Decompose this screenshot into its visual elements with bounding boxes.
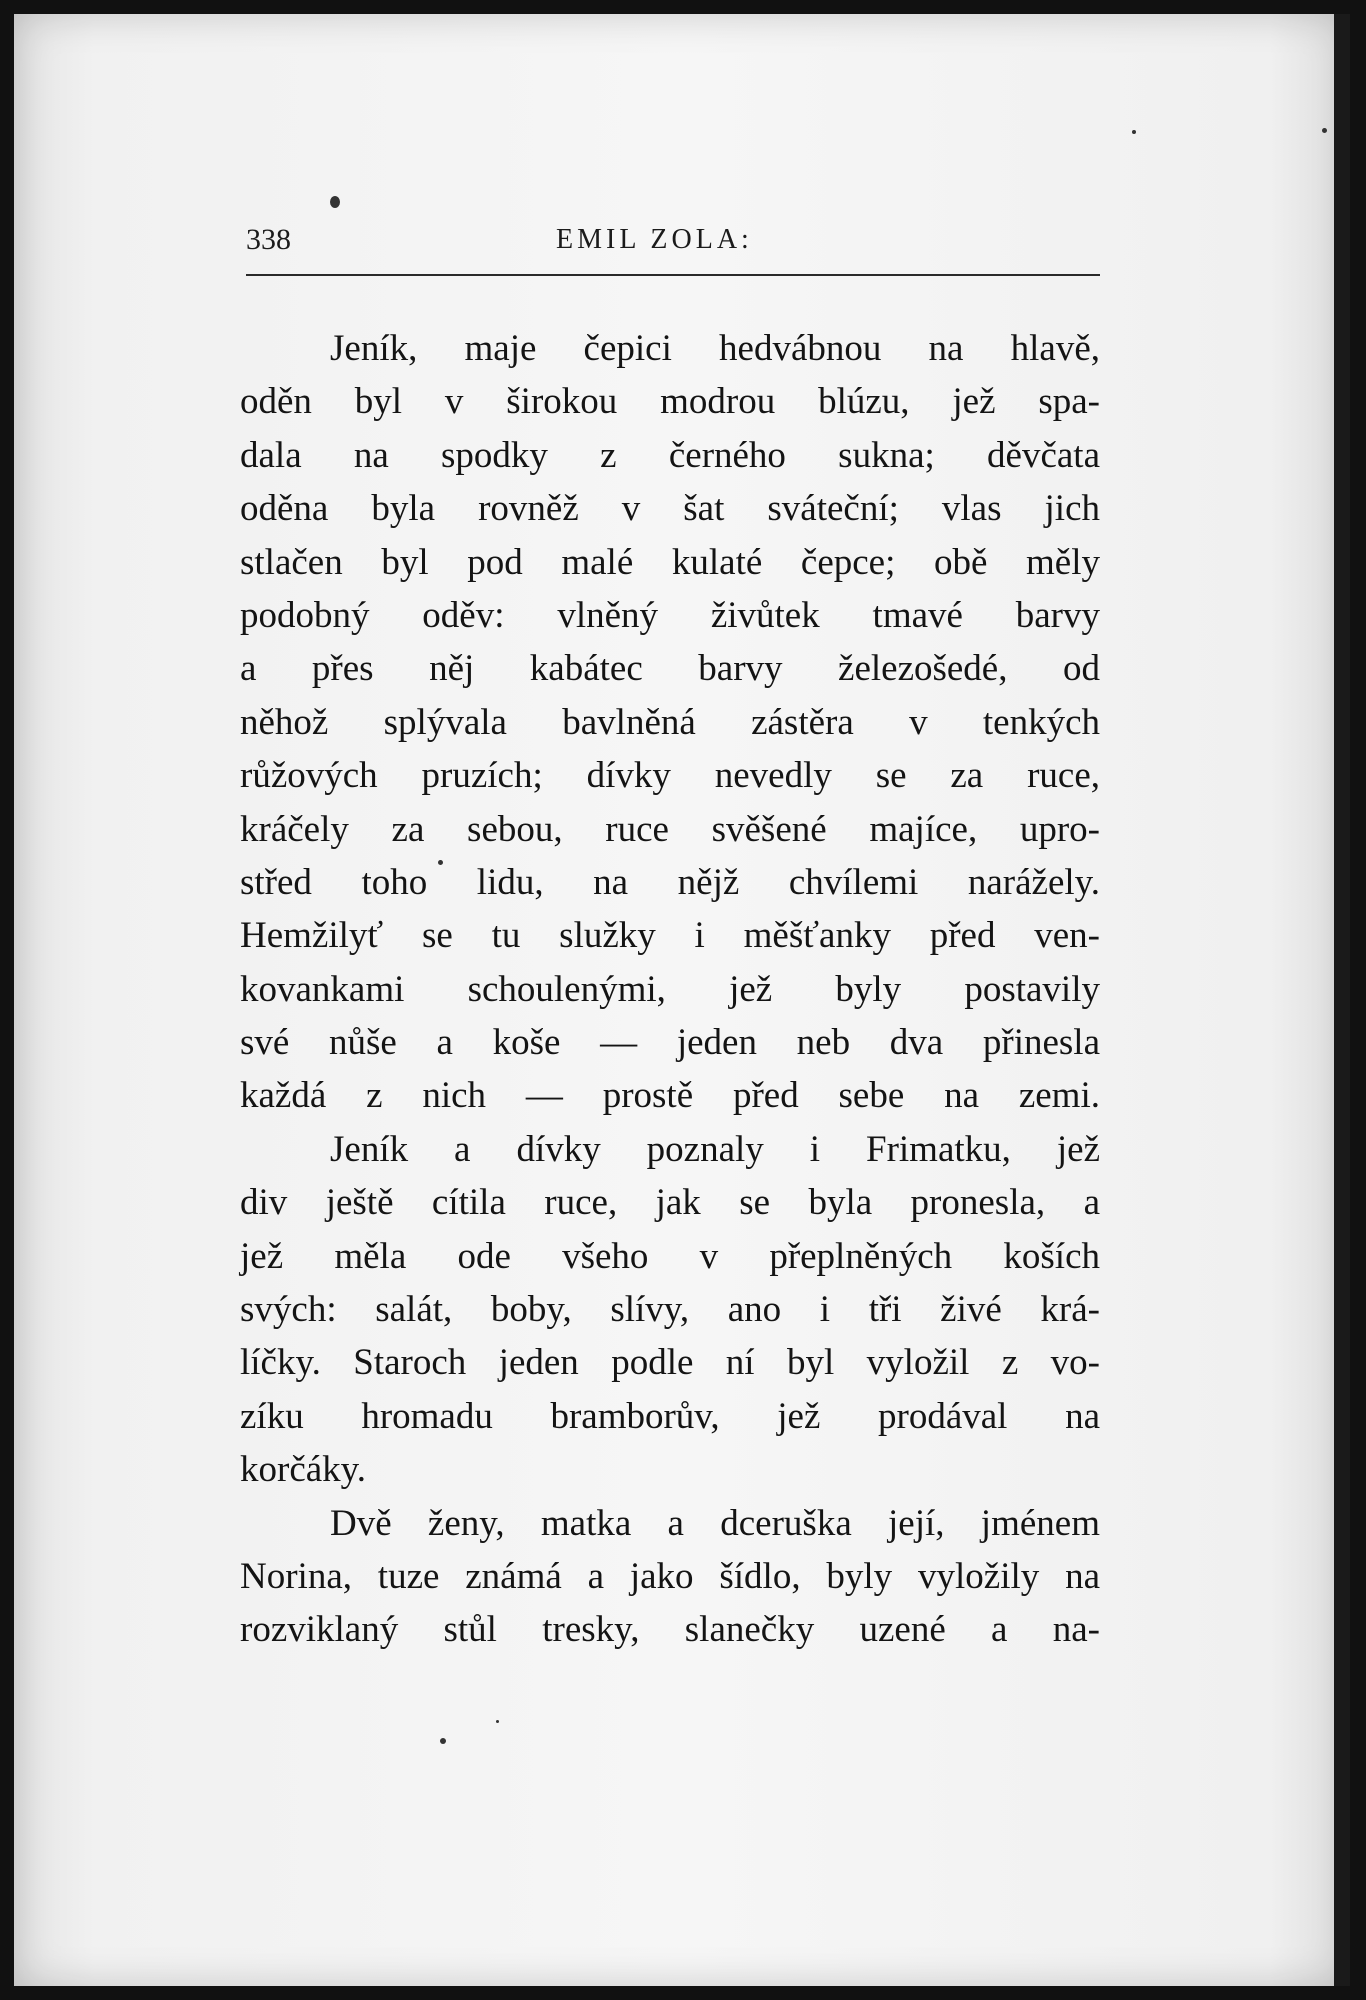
page-edge-shadow [1334, 14, 1350, 1986]
text-line: Jeník, maje čepici hedvábnou na hlavě, [330, 328, 1100, 369]
text-line: kovankami schoulenými, jež byly postavily [240, 968, 1100, 1010]
ink-speck [1322, 128, 1327, 133]
text-line: každá z nich — prostě před sebe na zemi. [240, 1075, 1100, 1117]
text-line: Hemžilyť se tu služky i měšťanky před ven- [240, 915, 1100, 957]
text-line: a přes něj kabátec barvy železošedé, od [240, 648, 1100, 690]
text-line: něhož splývala bavlněná zástěra v tenkých [240, 701, 1100, 743]
text-line: oděna byla rovněž v šat sváteční; vlas jich [240, 488, 1100, 530]
text-line: stlačen byl pod malé kulaté čepce; obě měly [240, 541, 1100, 583]
text-line: své nůše a koše — jeden neb dva přinesla [240, 1022, 1100, 1064]
text-line: líčky. Staroch jeden podle ní byl vyložil z vo- [240, 1342, 1100, 1384]
text-line: oděn byl v širokou modrou blúzu, jež spa- [240, 381, 1100, 423]
text-line: růžových pruzích; dívky nevedly se za ruce, [240, 755, 1100, 797]
ink-speck [330, 196, 340, 208]
text-line: střed toho lidu, na nějž chvílemi narážely. [240, 861, 1100, 903]
running-head: EMIL ZOLA: [556, 224, 753, 255]
text-line: rozviklaný stůl tresky, slanečky uzené a na- [240, 1609, 1100, 1651]
text-line: jež měla ode všeho v přeplněných koších [240, 1235, 1100, 1277]
text-line: div ještě cítila ruce, jak se byla pronesla, a [240, 1182, 1100, 1224]
paragraph-2 [240, 1123, 1100, 1497]
text-line: podobný oděv: vlněný živůtek tmavé barvy [240, 594, 1100, 636]
page-number: 338 [246, 223, 291, 256]
text-line: Dvě ženy, matka a dceruška její, jménem [330, 1502, 1100, 1544]
ink-speck [1132, 130, 1136, 134]
text-line: svých: salát, boby, slívy, ano i tři živé krá- [240, 1289, 1100, 1331]
body-text [240, 322, 1100, 1657]
text-line: zíku hromadu bramborův, jež prodával na [240, 1395, 1100, 1437]
paragraph-1 [240, 322, 1100, 1123]
text-line: dala na spodky z černého sukna; děvčata [240, 434, 1100, 476]
text-line: Norina, tuze známá a jako šídlo, byly vyložily na [240, 1555, 1100, 1597]
page-header [246, 220, 1100, 264]
ink-speck [440, 1738, 446, 1744]
text-line: Jeník a dívky poznaly i Frimatku, jež [330, 1128, 1100, 1170]
text-line: korčáky. [240, 1449, 367, 1491]
ink-speck [496, 1720, 499, 1723]
header-rule [246, 274, 1100, 276]
paragraph-3 [240, 1497, 1100, 1657]
text-line: kráčely za sebou, ruce svěšené majíce, upro- [240, 808, 1100, 850]
